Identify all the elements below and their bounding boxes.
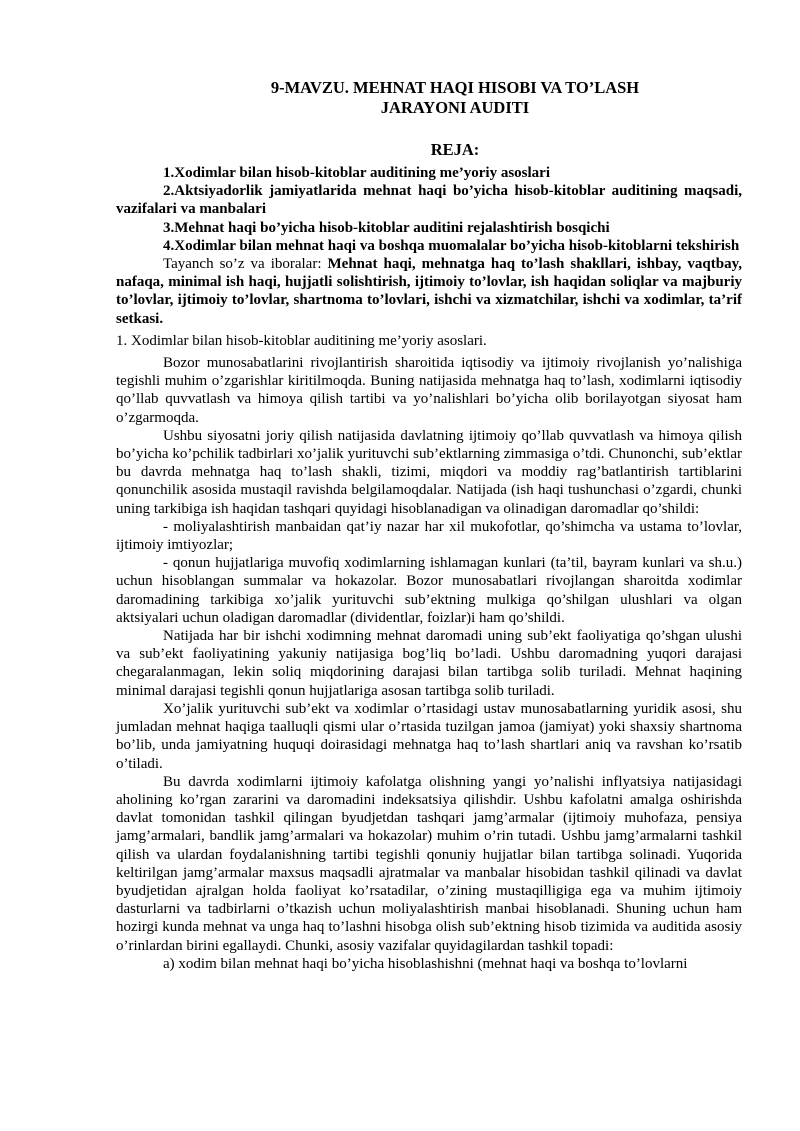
- body-paragraph: a) xodim bilan mehnat haqi bo’yicha hisoblashishni (mehnat haqi va boshqa to’lovlarni: [163, 955, 688, 972]
- keywords-paragraph: [116, 255, 742, 328]
- title-line-1: 9-MAVZU. MEHNAT HAQI HISOBI VA TO’LASH: [270, 78, 640, 97]
- body-paragraph: - moliyalashtirish manbaidan qat’iy nazar har xil mukofotlar, qo’shimcha va ustama to’lovlar, ijtimoiy imtiyozlar;: [116, 518, 742, 554]
- body-paragraph: Xo’jalik yurituvchi sub’ekt va xodimlar o’rtasidagi ustav munosabatlarning yuridik asosi, shu jumladan mehnat haqiga taalluqli qismi ular o’rtasida tuzilgan jamoa (jamiyat) yoki shaxsiy shartnoma bo’lib, unda jamiyatning huquqi doirasidagi mehnatga haq to’lash shartlari aniq va ravshan ko’rsatib o’tiladi.: [116, 700, 742, 772]
- plan-item: 4.Xodimlar bilan mehnat haqi va boshqa muomalalar bo’yicha hisob-kitoblarni tekshirish: [163, 237, 740, 254]
- keywords-label: Tayanch so’z va iboralar:: [163, 256, 328, 273]
- title-line-2: JARAYONI AUDITI: [380, 98, 530, 117]
- plan-item: 2.Aktsiyadorlik jamiyatlarida mehnat haqi bo’yicha hisob-kitoblar auditining maqsadi, vazifalari va manbalari: [116, 183, 742, 218]
- document-title: [116, 78, 742, 118]
- body-paragraph: Bozor munosabatlarini rivojlantirish sharoitida iqtisodiy va ijtimoiy rivojlanish yo’nalishiga tegishli muhim o’zgarishlar kiritilmoqda. Buning natijasida mehnatga haq to’lash, xodimlarni iqtisodiy qo’llab quvvatlash va himoya qilish tartibi va yo’nalishlari bo’yicha olib borilayotgan siyosat ham o’zgarmoqda.: [116, 355, 742, 426]
- body-paragraph: Ushbu siyosatni joriy qilish natijasida davlatning ijtimoiy qo’llab quvvatlash va himoya qilish bo’yicha ko’pchilik tadbirlari xo’jalik yurituvchi sub’ektlarning zimmasiga o’tdi. Chunonchi, sub’ektlar bu davrda mehnatga haq to’lash shakli, tizimi, miqdori va moddiy rag’batlantirish tartiblarini qonunchilik asosida mustaqil ravishda belgilamoqdalar. Natijada (ish haqi tushunchasi o’zgardi, chunki uning tarkibiga ish haqidan tashqari quyidagi hisoblanadigan va olinadigan daromadlar qo’shildi:: [116, 427, 742, 517]
- section-heading: 1. Xodimlar bilan hisob-kitoblar auditining me’yoriy asoslari.: [116, 332, 487, 349]
- plan-heading: REJA:: [430, 140, 480, 159]
- body-paragraph: Bu davrda xodimlarni ijtimoiy kafolatga olishning yangi yo’nalishi inflyatsiya natijasidagi aholining ko’rgan zararini va daromadini indeksatsiya qilishdir. Ushbu kafolatni amalga oshirishda davlat tomonidan tashkil qilingan byudjetdan tashqari jamg’armalar (ijtimoiy muhofaza, pensiya jamg’armalari, bandlik jamg’armalari va hokazolar) muhim o’rin tutadi. Ushbu jamg’armalarni tashkil qilish va ulardan foydalanishning tartibi tegishli qonuniy hujjatlar bilan tartibga solinadi. Yuqorida keltirilgan jamg’armalar maxsus maqsadli ajratmalar va manbalar hisobidan tashkil qilinadi va davlat byudjetidan ajralgan holda faoliyat ko’rsatadilar, o’zining mustaqilligiga ega va muhim ijtimoiy dasturlarni va tadbirlarni o’tkazish uchun moliyalashtirish manbai hisoblanadi. Shuning uchun ham hozirgi kunda mehnat va unga haq to’lashni hisobga olish sub’ektning hisob tizimida va auditida asosiy o’rinlardan birini egallaydi. Chunki, asosiy vazifalar quyidagilardan tashkil topadi:: [116, 773, 742, 954]
- plan-item: 3.Mehnat haqi bo’yicha hisob-kitoblar auditini rejalashtirish bosqichi: [163, 219, 610, 236]
- body-paragraph: - qonun hujjatlariga muvofiq xodimlarning ishlamagan kunlari (ta’til, bayram kunlari va sh.u.) uchun hisoblangan summalar va hokazolar. Bozor munosabatlari rivojlangan sharoitda xodimlar daromadining tarkibiga xo’jalik yurituvchi sub’ektning mulkiga qo’shilgan ulushlari va olgan aktsiyalari uchun oladigan daromadlar (dividentlar, foizlar)i ham qo’shildi.: [116, 555, 742, 626]
- plan-item: 1.Xodimlar bilan hisob-kitoblar auditining me’yoriy asoslari: [163, 165, 551, 181]
- keywords-text: Mehnat haqi, mehnatga haq to’lash shakllari, ishbay, vaqtbay, nafaqa, minimal ish haqi, hujjatli solishtirish, ijtimoiy to’lovlar, ish haqidan soliqlar va majburiy to’lovlar, ijtimoiy to’lovlar, shartnoma to’lovlari, ishchi va xizmatchilar, ishchi va xodimlar, ta’rif setkasi.: [116, 256, 742, 327]
- body-paragraph: Natijada har bir ishchi xodimning mehnat daromadi uning sub’ekt faoliyatiga qo’shgan ulushi va sub’ekt faoliyatining yakuniy natijasiga bog’liq bo’ladi. Ushbu daromadning yuqori darajasi chegaralanmagan, lekin soliq miqdorining darajasi bilan tartibga solib turiladi. Mehnat haqining minimal darajasi tegishli qonun hujjatlariga asosan tartibga solib turiladi.: [116, 628, 742, 699]
